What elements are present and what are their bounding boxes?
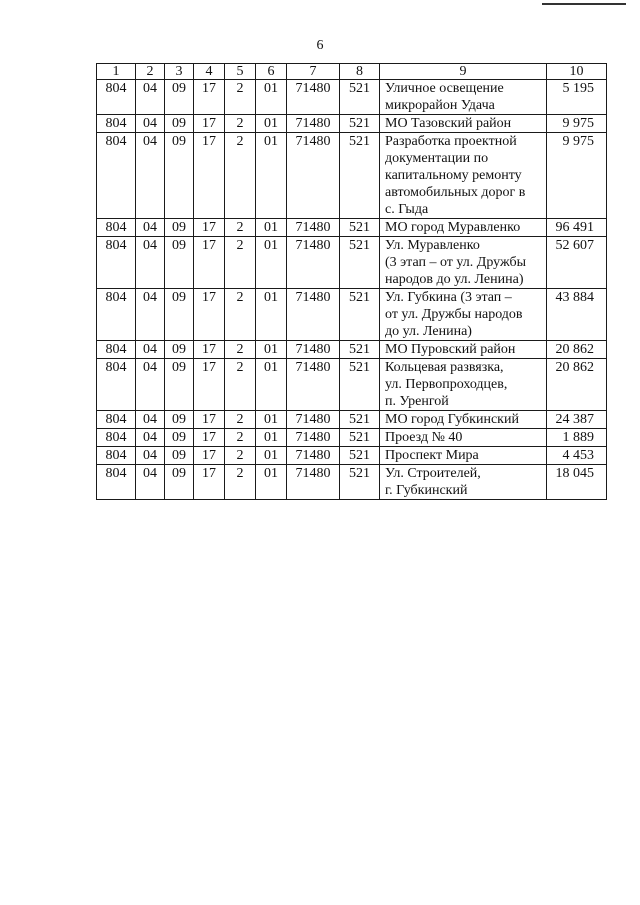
code-cell: 804 [97, 411, 136, 429]
program-cell: 17 [194, 465, 225, 500]
table-row [97, 237, 607, 289]
subsection-cell: 09 [165, 289, 194, 341]
subprogram-cell: 2 [225, 429, 256, 447]
table-row [97, 289, 607, 341]
page-number: 6 [316, 38, 324, 53]
item-name-cell: Ул. Муравленко (3 этап – от ул. Дружбы народов до ул. Ленина) [380, 237, 547, 289]
subprogram-cell: 2 [225, 465, 256, 500]
program-cell: 17 [194, 341, 225, 359]
budget-table [96, 63, 607, 500]
code-cell: 804 [97, 429, 136, 447]
column-header: 4 [194, 64, 225, 80]
program-cell: 17 [194, 447, 225, 465]
section-cell: 04 [136, 341, 165, 359]
section-cell: 04 [136, 411, 165, 429]
item-name-cell: МО Пуровский район [380, 341, 547, 359]
code-cell: 804 [97, 359, 136, 411]
column-header: 6 [256, 64, 287, 80]
amount-cell: 20 862 [547, 341, 607, 359]
measure-cell: 01 [256, 429, 287, 447]
table-row [97, 411, 607, 429]
program-cell: 17 [194, 219, 225, 237]
subprogram-cell: 2 [225, 133, 256, 219]
table-row [97, 359, 607, 411]
amount-cell: 18 045 [547, 465, 607, 500]
measure-cell: 01 [256, 80, 287, 115]
expense-type-cell: 521 [340, 341, 380, 359]
section-cell: 04 [136, 447, 165, 465]
amount-cell: 5 195 [547, 80, 607, 115]
subsection-cell: 09 [165, 411, 194, 429]
subprogram-cell: 2 [225, 359, 256, 411]
expense-type-cell: 521 [340, 429, 380, 447]
measure-cell: 01 [256, 237, 287, 289]
subsection-cell: 09 [165, 80, 194, 115]
table-body [97, 80, 607, 500]
direction-cell: 71480 [287, 411, 340, 429]
scan-edge-mark [542, 0, 626, 5]
table-row [97, 341, 607, 359]
program-cell: 17 [194, 289, 225, 341]
program-cell: 17 [194, 80, 225, 115]
item-name-cell: Проезд № 40 [380, 429, 547, 447]
item-name-cell: Уличное освещение микрорайон Удача [380, 80, 547, 115]
measure-cell: 01 [256, 359, 287, 411]
section-cell: 04 [136, 465, 165, 500]
column-header: 8 [340, 64, 380, 80]
subprogram-cell: 2 [225, 80, 256, 115]
subprogram-cell: 2 [225, 411, 256, 429]
program-cell: 17 [194, 133, 225, 219]
amount-cell: 96 491 [547, 219, 607, 237]
table-row [97, 429, 607, 447]
column-header: 7 [287, 64, 340, 80]
program-cell: 17 [194, 359, 225, 411]
amount-cell: 20 862 [547, 359, 607, 411]
code-cell: 804 [97, 115, 136, 133]
table-row [97, 115, 607, 133]
subsection-cell: 09 [165, 219, 194, 237]
section-cell: 04 [136, 115, 165, 133]
direction-cell: 71480 [287, 219, 340, 237]
column-header: 3 [165, 64, 194, 80]
column-number-row [97, 64, 607, 80]
column-header: 10 [547, 64, 607, 80]
direction-cell: 71480 [287, 447, 340, 465]
section-cell: 04 [136, 289, 165, 341]
subprogram-cell: 2 [225, 289, 256, 341]
direction-cell: 71480 [287, 429, 340, 447]
section-cell: 04 [136, 359, 165, 411]
program-cell: 17 [194, 411, 225, 429]
column-header: 5 [225, 64, 256, 80]
amount-cell: 1 889 [547, 429, 607, 447]
table-row [97, 133, 607, 219]
direction-cell: 71480 [287, 80, 340, 115]
subsection-cell: 09 [165, 359, 194, 411]
expense-type-cell: 521 [340, 447, 380, 465]
measure-cell: 01 [256, 465, 287, 500]
direction-cell: 71480 [287, 359, 340, 411]
item-name-cell: Проспект Мира [380, 447, 547, 465]
table-row [97, 447, 607, 465]
measure-cell: 01 [256, 219, 287, 237]
direction-cell: 71480 [287, 133, 340, 219]
item-name-cell: Кольцевая развязка, ул. Первопроходцев, п. Уренгой [380, 359, 547, 411]
measure-cell: 01 [256, 133, 287, 219]
direction-cell: 71480 [287, 465, 340, 500]
table-row [97, 219, 607, 237]
expense-type-cell: 521 [340, 237, 380, 289]
subprogram-cell: 2 [225, 237, 256, 289]
item-name-cell: МО город Муравленко [380, 219, 547, 237]
measure-cell: 01 [256, 115, 287, 133]
table-row [97, 465, 607, 500]
amount-cell: 9 975 [547, 115, 607, 133]
expense-type-cell: 521 [340, 465, 380, 500]
expense-type-cell: 521 [340, 115, 380, 133]
program-cell: 17 [194, 429, 225, 447]
code-cell: 804 [97, 219, 136, 237]
subsection-cell: 09 [165, 447, 194, 465]
section-cell: 04 [136, 429, 165, 447]
subprogram-cell: 2 [225, 341, 256, 359]
column-header: 2 [136, 64, 165, 80]
code-cell: 804 [97, 133, 136, 219]
amount-cell: 4 453 [547, 447, 607, 465]
subsection-cell: 09 [165, 465, 194, 500]
item-name-cell: Ул. Губкина (3 этап – от ул. Дружбы народов до ул. Ленина) [380, 289, 547, 341]
code-cell: 804 [97, 447, 136, 465]
item-name-cell: Разработка проектной документации по капитальному ремонту автомобильных дорог в с. Гыда [380, 133, 547, 219]
measure-cell: 01 [256, 411, 287, 429]
subsection-cell: 09 [165, 133, 194, 219]
code-cell: 804 [97, 289, 136, 341]
measure-cell: 01 [256, 447, 287, 465]
subprogram-cell: 2 [225, 115, 256, 133]
amount-cell: 43 884 [547, 289, 607, 341]
subprogram-cell: 2 [225, 219, 256, 237]
amount-cell: 9 975 [547, 133, 607, 219]
program-cell: 17 [194, 237, 225, 289]
expense-type-cell: 521 [340, 80, 380, 115]
column-header: 9 [380, 64, 547, 80]
expense-type-cell: 521 [340, 359, 380, 411]
subprogram-cell: 2 [225, 447, 256, 465]
expense-type-cell: 521 [340, 289, 380, 341]
direction-cell: 71480 [287, 115, 340, 133]
direction-cell: 71480 [287, 237, 340, 289]
expense-type-cell: 521 [340, 133, 380, 219]
item-name-cell: Ул. Строителей, г. Губкинский [380, 465, 547, 500]
subsection-cell: 09 [165, 115, 194, 133]
table-row [97, 80, 607, 115]
expense-type-cell: 521 [340, 411, 380, 429]
section-cell: 04 [136, 219, 165, 237]
amount-cell: 52 607 [547, 237, 607, 289]
section-cell: 04 [136, 133, 165, 219]
subsection-cell: 09 [165, 429, 194, 447]
code-cell: 804 [97, 465, 136, 500]
item-name-cell: МО Тазовский район [380, 115, 547, 133]
measure-cell: 01 [256, 341, 287, 359]
subsection-cell: 09 [165, 341, 194, 359]
direction-cell: 71480 [287, 341, 340, 359]
code-cell: 804 [97, 237, 136, 289]
program-cell: 17 [194, 115, 225, 133]
section-cell: 04 [136, 80, 165, 115]
expense-type-cell: 521 [340, 219, 380, 237]
item-name-cell: МО город Губкинский [380, 411, 547, 429]
measure-cell: 01 [256, 289, 287, 341]
code-cell: 804 [97, 80, 136, 115]
amount-cell: 24 387 [547, 411, 607, 429]
code-cell: 804 [97, 341, 136, 359]
section-cell: 04 [136, 237, 165, 289]
subsection-cell: 09 [165, 237, 194, 289]
direction-cell: 71480 [287, 289, 340, 341]
column-header: 1 [97, 64, 136, 80]
